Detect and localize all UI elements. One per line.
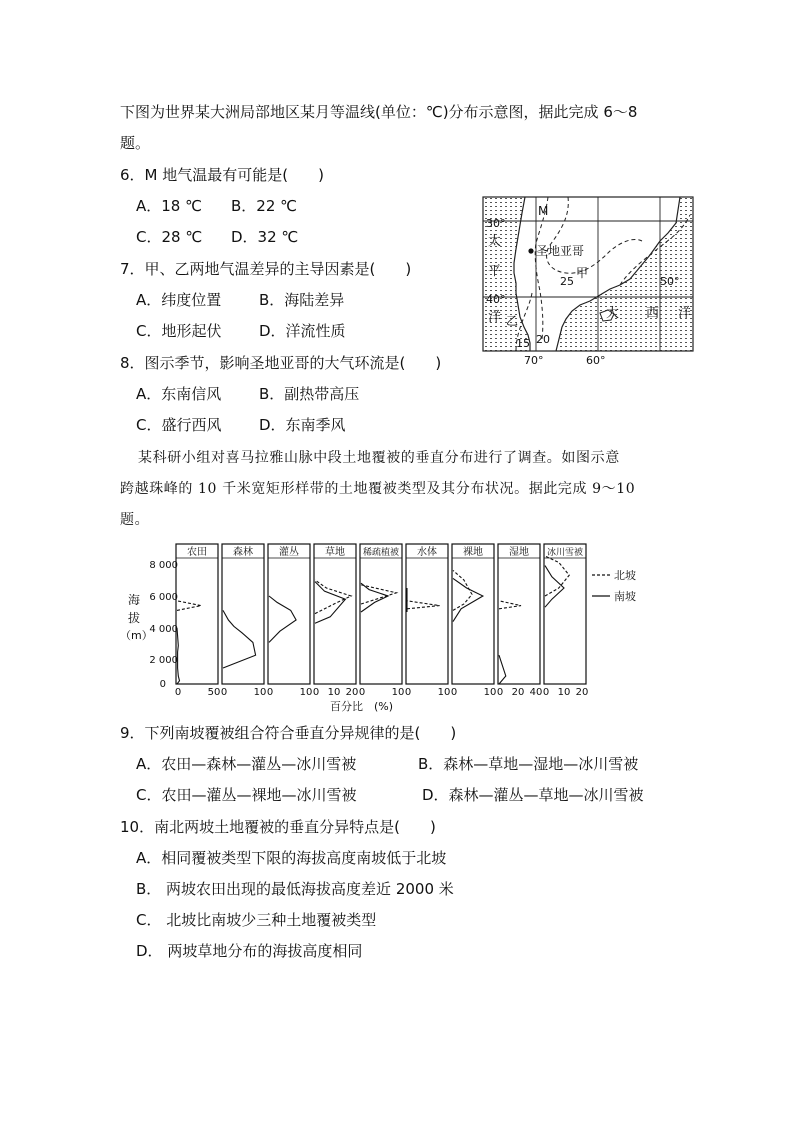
x-tick-label: 10	[437, 687, 451, 698]
intro-text-1: 下图为世界某大洲局部地区某月等温线(单位：℃)分布示意图，据此完成 6～8	[120, 103, 638, 121]
y-tick-2000: 2 000	[149, 655, 178, 666]
x-tick-label: 40	[529, 687, 543, 698]
x-tick-label: 0	[220, 687, 228, 698]
q10-option-d[interactable]: D． 两坡草地分布的海拔高度相同	[136, 942, 363, 960]
x-tick-label: 10	[327, 687, 341, 698]
panel-title: 草地	[325, 547, 345, 558]
point-M-label: M	[538, 204, 549, 218]
y-tick-4000: 4 000	[149, 624, 178, 635]
x-tick-label: 10	[253, 687, 267, 698]
x-tick-label: 10	[483, 687, 497, 698]
q8-option-b[interactable]: B．副热带高压	[259, 385, 360, 403]
panel-title: 灌丛	[279, 547, 299, 558]
panel-frame	[406, 544, 448, 684]
x-tick-label: 0	[542, 687, 550, 698]
isotherm-15-label: 15	[516, 337, 530, 350]
x-tick-label: 50	[207, 687, 221, 698]
q10-option-a[interactable]: A．相同覆被类型下限的海拔高度南坡低于北坡	[136, 849, 447, 867]
q10-option-b[interactable]: B． 两坡农田出现的最低海拔高度差近 2000 米	[136, 880, 454, 898]
q6-option-a[interactable]: A．18 ℃	[136, 197, 202, 215]
south-slope-curve	[223, 610, 256, 668]
x-tick-label: 10	[557, 687, 571, 698]
x-tick-label: 0	[358, 687, 366, 698]
y-tick-6000: 6 000	[149, 592, 178, 603]
point-yi-label: 乙	[506, 314, 519, 328]
santiago-point	[528, 248, 533, 253]
panel-4	[313, 544, 359, 698]
question-6-stem: 6．M 地气温最有可能是( )	[120, 166, 324, 184]
north-slope-curve	[545, 556, 569, 596]
question-8-stem: 8．图示季节，影响圣地亚哥的大气环流是( )	[120, 354, 442, 372]
legend-north-label: 北坡	[614, 569, 636, 582]
q7-option-b[interactable]: B．海陆差异	[259, 291, 345, 309]
lon-70-label: 70°	[524, 354, 544, 367]
q9-option-b[interactable]: B．森林—草地—湿地—冰川雪被	[418, 755, 639, 773]
q6-option-d[interactable]: D．32 ℃	[231, 228, 299, 246]
legend-south-label: 南坡	[614, 590, 636, 603]
panel-title: 湿地	[509, 547, 529, 558]
panel-title: 裸地	[463, 547, 483, 558]
q10-option-c[interactable]: C． 北坡比南坡少三种土地覆被类型	[136, 911, 377, 929]
panel-7	[451, 544, 497, 698]
x-tick-label: 20	[511, 687, 525, 698]
intro-text-1-end: 题。	[120, 134, 151, 152]
point-jia-label: 甲	[576, 266, 589, 280]
south-slope-curve	[269, 596, 296, 642]
south-slope-curve	[177, 628, 180, 684]
south-slope-curve	[453, 578, 483, 621]
panel-frame	[268, 544, 310, 684]
panel-frame	[498, 544, 540, 684]
panel-frame	[544, 544, 586, 684]
q9-option-c[interactable]: C．农田—灌丛—裸地—冰川雪被	[136, 786, 357, 804]
question-9-stem: 9．下列南坡覆被组合符合垂直分异规律的是( )	[120, 724, 457, 742]
q8-option-d[interactable]: D．东南季风	[259, 416, 346, 434]
panel-9	[543, 544, 589, 698]
south-slope-curve	[361, 583, 388, 612]
lon-50-label: 50°	[660, 275, 680, 288]
pacific-label-2: 平	[488, 264, 502, 279]
south-slope-curve	[545, 566, 564, 608]
panel-frame	[176, 544, 218, 684]
panel-frame	[360, 544, 402, 684]
x-axis-label: 百分比 (%)	[330, 700, 394, 713]
panel-title: 农田	[187, 547, 207, 558]
intro-text-2-line-2: 跨越珠峰的 10 千米宽矩形样带的土地覆被类型及其分布状况。据此完成 9～10	[120, 481, 636, 497]
lat-30-label: 30°	[486, 217, 506, 230]
x-tick-label: 0	[496, 687, 504, 698]
pacific-label-1: 太	[488, 234, 502, 249]
panel-title: 冰川雪被	[546, 548, 584, 558]
atlantic-label-1: 大	[606, 306, 620, 321]
panel-1	[175, 544, 221, 698]
isotherm-20-label: 20	[536, 333, 550, 346]
x-tick-label: 20	[575, 687, 589, 698]
q7-option-c[interactable]: C．地形起伏	[136, 322, 222, 340]
south-slope-curve	[499, 655, 506, 684]
panel-3	[267, 544, 313, 698]
lon-60-label: 60°	[586, 354, 606, 367]
y-tick-0: 0	[159, 679, 166, 690]
x-tick-label: 0	[174, 687, 182, 698]
panel-title: 稀疏植被	[362, 548, 400, 558]
q9-option-d[interactable]: D．森林—灌丛—草地—冰川雪被	[422, 786, 644, 804]
atlantic-label-3: 洋	[678, 306, 692, 321]
q9-option-a[interactable]: A．农田—森林—灌丛—冰川雪被	[136, 755, 357, 773]
y-axis-label-1: 海	[128, 593, 141, 607]
x-tick-label: 0	[450, 687, 458, 698]
north-slope-curve	[407, 601, 440, 609]
x-tick-label: 0	[312, 687, 320, 698]
intro-text-2-line-1: 某科研小组对喜马拉雅山脉中段土地覆被的垂直分布进行了调查。如图示意	[138, 450, 620, 466]
x-tick-label: 10	[391, 687, 405, 698]
x-tick-label: 0	[404, 687, 412, 698]
north-slope-curve	[499, 601, 521, 609]
isotherm-map	[480, 193, 702, 368]
y-axis-label-2: 拔	[128, 611, 141, 625]
q8-option-a[interactable]: A．东南信风	[136, 385, 222, 403]
north-slope-curve	[315, 580, 351, 614]
q6-option-b[interactable]: B．22 ℃	[231, 197, 297, 215]
panel-title: 水体	[417, 547, 437, 558]
panel-8	[497, 544, 543, 698]
panel-title: 森林	[233, 547, 253, 558]
panel-frame	[314, 544, 356, 684]
panel-6	[405, 544, 451, 698]
isotherm-25-label: 25	[560, 275, 574, 288]
x-tick-label: 20	[345, 687, 359, 698]
q7-option-d[interactable]: D．洋流性质	[259, 322, 346, 340]
atlantic-label-2: 西	[646, 306, 660, 321]
y-axis-label-3: （m）	[120, 629, 153, 642]
panel-frame	[222, 544, 264, 684]
question-10-stem: 10．南北两坡土地覆被的垂直分异特点是( )	[120, 818, 436, 836]
q8-option-c[interactable]: C．盛行西风	[136, 416, 222, 434]
panel-5	[359, 544, 405, 698]
x-tick-label: 10	[299, 687, 313, 698]
land-cover-chart	[120, 540, 680, 715]
intro-text-2-line-3: 题。	[120, 512, 150, 528]
question-7-stem: 7．甲、乙两地气温差异的主导因素是( )	[120, 260, 412, 278]
q6-option-c[interactable]: C．28 ℃	[136, 228, 203, 246]
panel-2	[221, 544, 267, 698]
north-slope-curve	[177, 601, 201, 611]
santiago-label: 圣地亚哥	[536, 244, 585, 258]
q7-option-a[interactable]: A．纬度位置	[136, 291, 222, 309]
south-slope-curve	[315, 582, 345, 624]
pacific-label-3: 洋	[488, 310, 502, 325]
lat-40-label: 40°	[486, 293, 506, 306]
x-tick-label: 0	[266, 687, 274, 698]
y-tick-8000: 8 000	[149, 560, 178, 571]
